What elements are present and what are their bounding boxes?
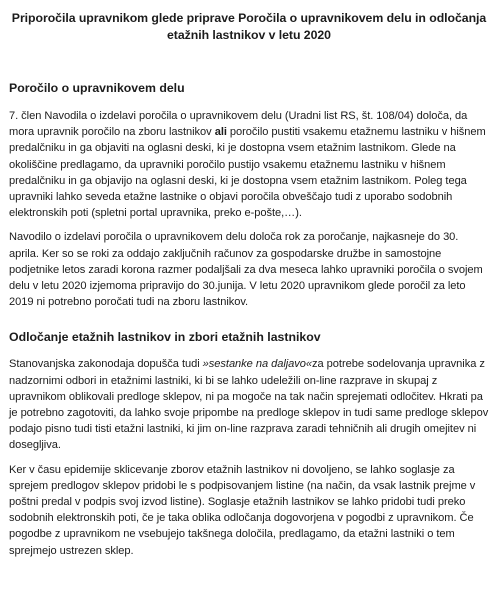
emphasis-italic-sestanke: »sestanke na daljavo«	[202, 358, 313, 371]
section-heading-porocilo: Poročilo o upravnikovem delu	[9, 81, 185, 95]
paragraph-rok-porocanje: Navodilo o izdelavi poročila o upravnikovem delu določa rok za poročanje, najkasneje do 30. aprila. Ker so se roki za oddajo zaključnih računov za gospodarske družbe in samostojne podjetnike letos zaradi korona razmer podaljšali za dva meseca lahko upravniki poročila o svojem delu v letu 2020 izjemoma pripravijo do 30.junija. V letu 2020 upravnikom glede poročil za leto 2019 ni potrebno poročati tudi na zboru lastnikov.	[9, 231, 483, 309]
document-title-line-1: Priporočila upravnikom glede priprave Poročila o upravnikovem delu in odločanja	[11, 11, 487, 25]
paragraph-sestanki-na-daljavo	[9, 356, 489, 453]
paragraph-text: za potrebe sodelovanja upravnika z nadzornimi odbori in etažnimi lastniki, ki bi se lahko udeležili on-line razprave in skupaj z upravnikom oblikovali predloge sklepov, ni pa mogoče na tak način sprejemati odločitev. Hkrati pa je potrebno zagotoviti, da lahko svoje pripombe na predloge sklepov in tudi same predloge sklepov podajo pisno tudi tisti etažni lastniki, ki jim on-line razprava zaradi tehničnih ali drugih omejitev ni dosegljiva.	[9, 358, 489, 452]
document-title-line-2: etažnih lastnikov v letu 2020	[167, 28, 331, 42]
document-title	[9, 10, 489, 44]
paragraph-text: Stanovanjska zakonodaja dopušča tudi	[9, 358, 203, 371]
emphasis-bold-ali: ali	[214, 126, 227, 139]
paragraph-soglasje-listina: Ker v času epidemije sklicevanje zborov etažnih lastnikov ni dovoljeno, se lahko soglasje za sprejem predlogov sklepov pridobi le s podpisovanjem listine (na način, da vsak lastnik prejme v poštni predal v podpis svoj izvod listine). Soglasje etažnih lastnikov se lahko pridobi tudi preko sodobnih elektronskih poti, če je taka oblika odločanja dogovorjena v pogodbi z upravnikom. Če pogodbe z upravnikom ne vsebujejo takšnega določila, predlagamo, da etažni lastniki o tem sprejmejo ustrezen sklep.	[9, 463, 476, 557]
paragraph-text: 7. člen Navodila o izdelavi poročila o upravnikovem delu (Uradni list RS, št. 108/04) določa, da mora upravnik poročilo na zboru lastnikov	[9, 110, 468, 139]
section-heading-odlocanje: Odločanje etažnih lastnikov in zbori etažnih lastnikov	[9, 330, 321, 345]
paragraph-navodilo-7-clen	[9, 108, 489, 221]
paragraph-text: poročilo pustiti vsakemu etažnemu lastniku v hišnem predalčniku in ga objaviti na oglasni deski, ki je dostopna vsem etažnim lastnikom. Glede na okoliščine predlagamo, da upravniki poročilo pustijo vsakemu etažnemu lastniku v hišnem predalčniku in ga objavijo na oglasni deski, ki je dostopna vsem etažnim lastnikom. Poleg tega upravniki lahko seveda etažne lastnike o objavi poročila obveščajo tudi z uporabo sodobnih elektronskih poti (spletni portal upravnika, preko e-pošte,…).	[9, 126, 486, 220]
